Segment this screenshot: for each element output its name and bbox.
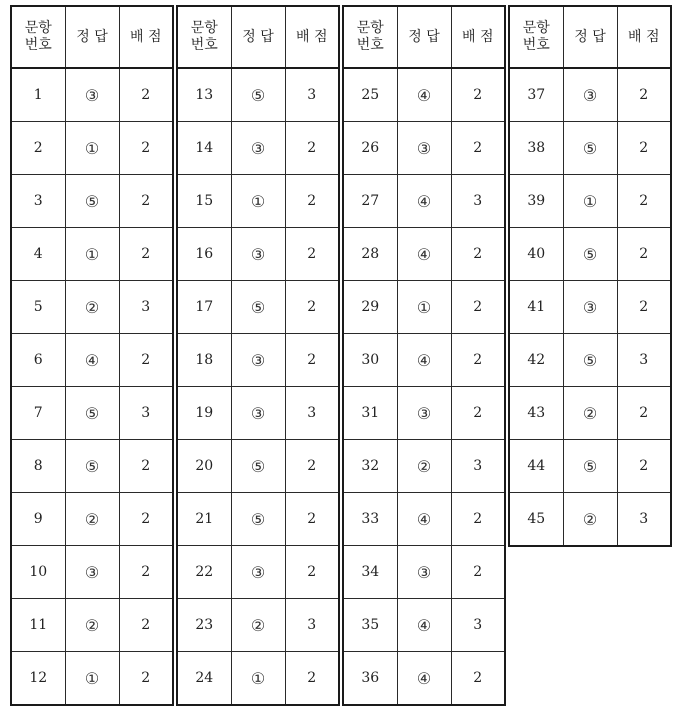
- table-row: [509, 440, 671, 493]
- answer-choice: ③: [397, 122, 451, 175]
- question-number: 29: [343, 281, 397, 334]
- table-row: [343, 599, 505, 652]
- answer-choice: ④: [397, 493, 451, 546]
- answer-choice: ①: [397, 281, 451, 334]
- answer-choice: ⑤: [65, 440, 119, 493]
- answer-choice: ③: [231, 228, 285, 281]
- answer-choice: ⑤: [231, 68, 285, 122]
- points: 2: [451, 281, 505, 334]
- header-answer: 정 답: [563, 6, 617, 68]
- points: 2: [451, 68, 505, 122]
- table-row: [509, 334, 671, 387]
- points: 3: [119, 281, 173, 334]
- table-row: [509, 175, 671, 228]
- points: 3: [451, 599, 505, 652]
- points: 2: [285, 228, 339, 281]
- points: 2: [119, 440, 173, 493]
- header-points: 배 점: [285, 6, 339, 68]
- points: 2: [119, 68, 173, 122]
- answer-choice: ①: [65, 122, 119, 175]
- points: 2: [451, 122, 505, 175]
- question-number: 36: [343, 652, 397, 706]
- answer-choice: ⑤: [65, 387, 119, 440]
- question-number: 27: [343, 175, 397, 228]
- table-row: [177, 440, 339, 493]
- answer-choice: ②: [231, 599, 285, 652]
- answer-choice: ②: [397, 440, 451, 493]
- question-number: 23: [177, 599, 231, 652]
- points: 2: [119, 546, 173, 599]
- answer-choice: ②: [65, 599, 119, 652]
- table-row: [11, 68, 173, 122]
- points: 2: [451, 546, 505, 599]
- table-row: [509, 493, 671, 547]
- question-number: 38: [509, 122, 563, 175]
- table-row: [11, 652, 173, 706]
- answer-table: [508, 5, 672, 547]
- answer-choice: ③: [397, 387, 451, 440]
- table-row: [177, 281, 339, 334]
- question-number: 41: [509, 281, 563, 334]
- points: 2: [451, 387, 505, 440]
- points: 3: [119, 387, 173, 440]
- question-number: 16: [177, 228, 231, 281]
- header-row: [177, 6, 339, 68]
- table-row: [343, 493, 505, 546]
- question-number: 28: [343, 228, 397, 281]
- question-number: 17: [177, 281, 231, 334]
- answer-choice: ⑤: [563, 228, 617, 281]
- points: 2: [617, 387, 671, 440]
- question-number: 34: [343, 546, 397, 599]
- question-number: 1: [11, 68, 65, 122]
- header-question-number: 문항 번호: [343, 6, 397, 68]
- points: 2: [451, 652, 505, 706]
- question-number: 18: [177, 334, 231, 387]
- answer-choice: ④: [65, 334, 119, 387]
- question-number: 11: [11, 599, 65, 652]
- answer-choice: ⑤: [563, 122, 617, 175]
- answer-choice: ①: [563, 175, 617, 228]
- answer-choice: ①: [231, 175, 285, 228]
- question-number: 13: [177, 68, 231, 122]
- question-number: 32: [343, 440, 397, 493]
- question-number: 25: [343, 68, 397, 122]
- table-row: [11, 546, 173, 599]
- points: 2: [119, 122, 173, 175]
- answer-choice: ⑤: [231, 440, 285, 493]
- points: 2: [119, 228, 173, 281]
- answer-block-2: [176, 5, 340, 706]
- table-row: [509, 387, 671, 440]
- points: 2: [617, 228, 671, 281]
- answer-choice: ①: [231, 652, 285, 706]
- table-row: [11, 122, 173, 175]
- answer-choice: ②: [563, 387, 617, 440]
- table-row: [11, 175, 173, 228]
- table-row: [343, 68, 505, 122]
- table-row: [343, 281, 505, 334]
- question-number: 2: [11, 122, 65, 175]
- question-number: 43: [509, 387, 563, 440]
- answer-choice: ③: [563, 281, 617, 334]
- header-row: [11, 6, 173, 68]
- answer-choice: ③: [231, 334, 285, 387]
- table-row: [177, 228, 339, 281]
- question-number: 44: [509, 440, 563, 493]
- table-row: [177, 599, 339, 652]
- points: 2: [119, 599, 173, 652]
- points: 2: [119, 175, 173, 228]
- answer-table: [342, 5, 506, 706]
- question-number: 35: [343, 599, 397, 652]
- table-row: [509, 122, 671, 175]
- table-row: [343, 652, 505, 706]
- table-row: [177, 175, 339, 228]
- question-number: 8: [11, 440, 65, 493]
- question-number: 30: [343, 334, 397, 387]
- question-number: 45: [509, 493, 563, 547]
- table-row: [343, 228, 505, 281]
- question-number: 42: [509, 334, 563, 387]
- answer-choice: ⑤: [65, 175, 119, 228]
- question-number: 21: [177, 493, 231, 546]
- points: 2: [285, 122, 339, 175]
- question-number: 40: [509, 228, 563, 281]
- question-number: 31: [343, 387, 397, 440]
- answer-choice: ④: [397, 175, 451, 228]
- answer-choice: ④: [397, 599, 451, 652]
- answer-choice: ③: [231, 546, 285, 599]
- question-number: 22: [177, 546, 231, 599]
- answer-choice: ②: [563, 493, 617, 547]
- table-row: [11, 228, 173, 281]
- points: 2: [119, 334, 173, 387]
- points: 2: [617, 281, 671, 334]
- table-row: [177, 334, 339, 387]
- points: 2: [285, 652, 339, 706]
- table-row: [177, 68, 339, 122]
- points: 2: [119, 493, 173, 546]
- points: 2: [285, 175, 339, 228]
- answer-choice: ④: [397, 334, 451, 387]
- question-number: 6: [11, 334, 65, 387]
- answer-table: [176, 5, 340, 706]
- answer-table: [10, 5, 174, 706]
- table-row: [343, 122, 505, 175]
- answer-choice: ③: [231, 387, 285, 440]
- points: 2: [617, 440, 671, 493]
- question-number: 10: [11, 546, 65, 599]
- question-number: 4: [11, 228, 65, 281]
- points: 3: [617, 493, 671, 547]
- points: 3: [285, 68, 339, 122]
- header-points: 배 점: [617, 6, 671, 68]
- answer-choice: ⑤: [563, 440, 617, 493]
- answer-choice: ③: [65, 68, 119, 122]
- points: 3: [451, 440, 505, 493]
- header-answer: 정 답: [231, 6, 285, 68]
- table-row: [177, 122, 339, 175]
- points: 2: [451, 493, 505, 546]
- answer-choice: ②: [65, 493, 119, 546]
- question-number: 14: [177, 122, 231, 175]
- question-number: 33: [343, 493, 397, 546]
- table-row: [177, 546, 339, 599]
- question-number: 5: [11, 281, 65, 334]
- header-points: 배 점: [451, 6, 505, 68]
- header-answer: 정 답: [397, 6, 451, 68]
- header-answer: 정 답: [65, 6, 119, 68]
- header-row: [343, 6, 505, 68]
- question-number: 9: [11, 493, 65, 546]
- table-row: [509, 281, 671, 334]
- table-row: [509, 228, 671, 281]
- answer-choice: ③: [65, 546, 119, 599]
- question-number: 7: [11, 387, 65, 440]
- points: 2: [617, 175, 671, 228]
- answer-block-4: [508, 5, 672, 547]
- table-row: [343, 334, 505, 387]
- question-number: 12: [11, 652, 65, 706]
- table-row: [177, 387, 339, 440]
- table-row: [343, 387, 505, 440]
- answer-choice: ③: [231, 122, 285, 175]
- question-number: 26: [343, 122, 397, 175]
- table-row: [343, 175, 505, 228]
- answer-block-3: [342, 5, 506, 706]
- header-row: [509, 6, 671, 68]
- points: 2: [285, 334, 339, 387]
- header-question-number: 문항 번호: [11, 6, 65, 68]
- header-question-number: 문항 번호: [177, 6, 231, 68]
- question-number: 19: [177, 387, 231, 440]
- question-number: 15: [177, 175, 231, 228]
- answer-block-1: [10, 5, 174, 706]
- points: 2: [285, 440, 339, 493]
- question-number: 3: [11, 175, 65, 228]
- answer-choice: ③: [397, 546, 451, 599]
- answer-choice: ⑤: [231, 281, 285, 334]
- answer-choice: ①: [65, 652, 119, 706]
- question-number: 37: [509, 68, 563, 122]
- answer-choice: ⑤: [563, 334, 617, 387]
- points: 3: [285, 387, 339, 440]
- header-points: 배 점: [119, 6, 173, 68]
- table-row: [177, 652, 339, 706]
- points: 3: [617, 334, 671, 387]
- question-number: 39: [509, 175, 563, 228]
- table-row: [11, 493, 173, 546]
- points: 2: [285, 281, 339, 334]
- points: 2: [617, 68, 671, 122]
- table-row: [11, 440, 173, 493]
- answer-choice: ③: [563, 68, 617, 122]
- table-row: [11, 599, 173, 652]
- table-row: [343, 440, 505, 493]
- question-number: 20: [177, 440, 231, 493]
- points: 3: [451, 175, 505, 228]
- answer-choice: ④: [397, 68, 451, 122]
- table-row: [11, 281, 173, 334]
- answer-choice: ⑤: [231, 493, 285, 546]
- table-row: [509, 68, 671, 122]
- answer-choice: ①: [65, 228, 119, 281]
- points: 3: [285, 599, 339, 652]
- points: 2: [451, 228, 505, 281]
- question-number: 24: [177, 652, 231, 706]
- table-row: [343, 546, 505, 599]
- points: 2: [119, 652, 173, 706]
- header-question-number: 문항 번호: [509, 6, 563, 68]
- table-row: [11, 387, 173, 440]
- answer-choice: ④: [397, 652, 451, 706]
- answer-choice: ②: [65, 281, 119, 334]
- points: 2: [451, 334, 505, 387]
- points: 2: [617, 122, 671, 175]
- answer-choice: ④: [397, 228, 451, 281]
- points: 2: [285, 493, 339, 546]
- table-row: [11, 334, 173, 387]
- table-row: [177, 493, 339, 546]
- points: 2: [285, 546, 339, 599]
